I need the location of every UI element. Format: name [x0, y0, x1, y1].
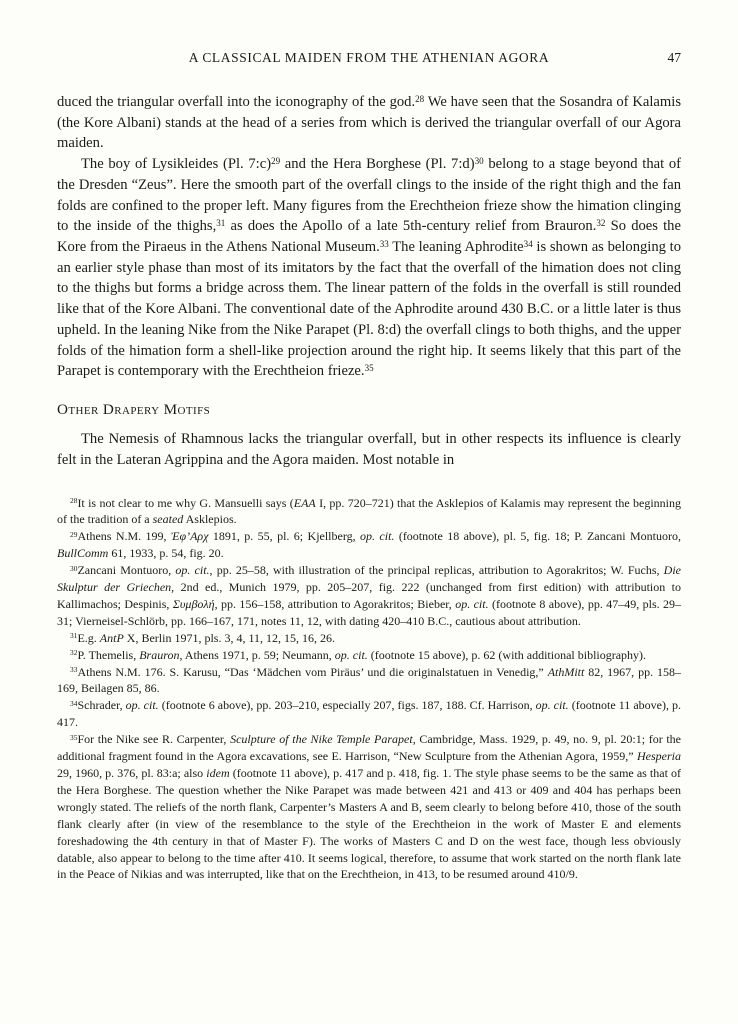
italic-text: op. cit.: [535, 698, 569, 713]
italic-text: idem: [206, 766, 230, 780]
italic-text: AthMitt: [547, 664, 585, 679]
footnote: $^{35}$For the Nike see R. Carpenter, Sculpture of the Nike Temple Parapet, Cambridge, Mass. 1929, p. 49, no. 9, pl. 20:1; for the additional fragment found in the Agora excavations, see E. Harrison, “New Sculpture from the Athenian Agora, 1959,” Hesperia 29, 1960, p. 376, pl. 83:a; also idem (footnote 11 above), p. 417 and p. 418, fig. 1. The style phase seems to be the same as that of the Hera Borghese. The question whether the Nike Parapet was made between 421 and 413 or 409 and 404 has perhaps been wrongly stated. The reliefs of the north flank, Carpenter’s Masters A and B, seem clearly to belong before 410, those of the south flank clearly after (in view of the resemblance to the style of the Erechtheion in the work of Master E and elements foreshadowing the 4th century in that of Master F). The works of Masters C and D on the west face, though less obviously datable, also appear to belong to the time after 410. It seems logical, therefore, to assume that work started on the north flank late in the Peace of Nikias and was interrupted, like that on the Erechtheion, in 413, to be resumed around 410/9.: [57, 732, 682, 882]
footnote-reference: 28: [415, 93, 425, 104]
footnote: $^{30}$Zancani Montuoro, op. cit., pp. 25–58, with illustration of the principal replicas, attribution to Agorakritos; W. Fuchs, Die Skulptur der Griechen, 2nd ed., Munich 1979, pp. 205–207, fig. 222 (unchanged from first edition) with attribution to Kallimachos; Despinis, Συμβολή, pp. 156–158, attribution to Agorakritos; Bieber, op. cit. (footnote 8 above), pp. 47–49, pls. 29–31; Vierneisel-Schlörb, pp. 166–167, 171, notes 11, 12, with dating 420–410 B.C., cautious about attribution.: [57, 563, 682, 628]
footnote-number: 32: [70, 648, 78, 658]
body-paragraph: The boy of Lysikleides (Pl. 7:c)$^{29}$ and the Hera Borghese (Pl. 7:d)$^{30}$ belong to a stage beyond that of the Dresden “Zeus”. Here the smooth part of the overfall clings to the inside of the right thigh and the fan folds are confined to the proper left. Many figures from the Erechtheion frieze show the himation clinging to the inside of the thighs,$^{31}$ as does the Apollo of a late 5th-century relief from Brauron.$^{32}$ So does the Kore from the Piraeus in the Athens National Museum.$^{33}$ The leaning Aphrodite$^{34}$ is shown as belonging to an earlier style phase than most of its imitators by the fact that the overfall of the himation does not cling to the thighs but forms a bridge across them. The linear pattern of the folds in the overfall is still rounded like that of the Kore Albani. The conventional date of the Aphrodite around 430 B.C. or a little later is thus upheld. In the leaning Nike from the Nike Parapet (Pl. 8:d) the overfall clings to both thighs, and the upper folds of the himation form a shell-like projection around the right hip. It seems likely that this part of the Parapet is contemporary with the Erechtheion frieze.$^{35}$: [57, 155, 682, 380]
footnote: $^{31}$E.g. AntP X, Berlin 1971, pls. 3, 4, 11, 12, 15, 16, 26.: [70, 630, 335, 645]
body-paragraph: The Nemesis of Rhamnous lacks the triangular overfall, but in other respects its influence is clearly felt in the Lateran Agrippina and the Agora maiden. Most notable in: [57, 431, 681, 468]
italic-text: op. cit.: [175, 563, 210, 578]
italic-text: op. cit.: [455, 596, 489, 611]
running-title: A CLASSICAL MAIDEN FROM THE ATHENIAN AGORA: [188, 50, 550, 65]
footnote-number: 33: [70, 665, 78, 674]
footnote-reference: 33: [379, 238, 389, 249]
footnote: $^{28}$It is not clear to me why G. Mansuelli says (EAA I, pp. 720–721) that the Asklepios of Kalamis may represent the beginning of the tradition of a seated Asklepios.: [57, 495, 681, 527]
page-number: 47: [667, 50, 681, 65]
italic-text: op. cit.: [125, 698, 159, 713]
italic-text: Συμβολή: [172, 596, 215, 611]
article-content: [57, 92, 681, 471]
italic-text: Brauron: [139, 647, 180, 662]
footnote: $^{34}$Schrader, op. cit. (footnote 6 above), pp. 203–210, especially 207, figs. 187, 188. Cf. Harrison, op. cit. (footnote 11 above), p. 417.: [57, 698, 681, 730]
footnotes: [57, 495, 681, 884]
italic-text: BullComm: [57, 546, 109, 561]
italic-text: Ἐφ’Αρχ: [170, 529, 209, 544]
footnote-number: 35: [70, 732, 78, 742]
footnote-number: 30: [70, 563, 78, 573]
italic-text: op. cit.: [334, 647, 368, 662]
footnote-number: 28: [70, 495, 78, 505]
footnote-number: 31: [70, 631, 78, 641]
body-paragraph: duced the triangular overfall into the iconography of the god.$^{28}$ We have seen that the Sosandra of Kalamis (the Kore Albani) stands at the head of a series from which is derived the triangular overfall of our Agora maiden.: [57, 93, 681, 152]
italic-text: seated: [152, 512, 184, 527]
italic-text: Die Skulptur der Griechen: [57, 563, 681, 595]
footnote: $^{29}$Athens N.M. 199, Ἐφ’Αρχ 1891, p. 55, pl. 6; Kjellberg, op. cit. (footnote 18 above), pl. 5, fig. 18; P. Zancani Montuoro, BullComm 61, 1933, p. 54, fig. 20.: [57, 529, 681, 561]
section-heading: Other Drapery Motifs: [57, 401, 211, 419]
italic-text: AntP: [99, 630, 124, 645]
footnote-reference: 29: [271, 155, 281, 166]
footnote-reference: 30: [474, 155, 484, 166]
footnote-reference: 34: [523, 238, 533, 249]
italic-text: Hesperia: [637, 749, 681, 764]
footnote-number: 34: [70, 698, 78, 708]
footnote-reference: 31: [216, 217, 226, 228]
page-header: [57, 50, 681, 66]
footnote: $^{32}$P. Themelis, Brauron, Athens 1971, p. 59; Neumann, op. cit. (footnote 15 above), p. 62 (with additional bibliography).: [70, 647, 647, 662]
italic-text: op. cit.: [360, 529, 395, 544]
footnote-reference: 35: [364, 363, 374, 373]
footnote: $^{33}$Athens N.M. 176. S. Karusu, “Das ‘Mädchen vom Piräus’ und die originalstatuen in Venedig,” AthMitt 82, 1967, pp. 158–169, Beilagen 85, 86.: [57, 664, 682, 696]
italic-text: Sculpture of the Nike Temple Parapet: [230, 732, 413, 747]
footnote-number: 29: [70, 529, 78, 539]
italic-text: EAA: [293, 495, 316, 510]
footnote-reference: 32: [596, 217, 606, 228]
